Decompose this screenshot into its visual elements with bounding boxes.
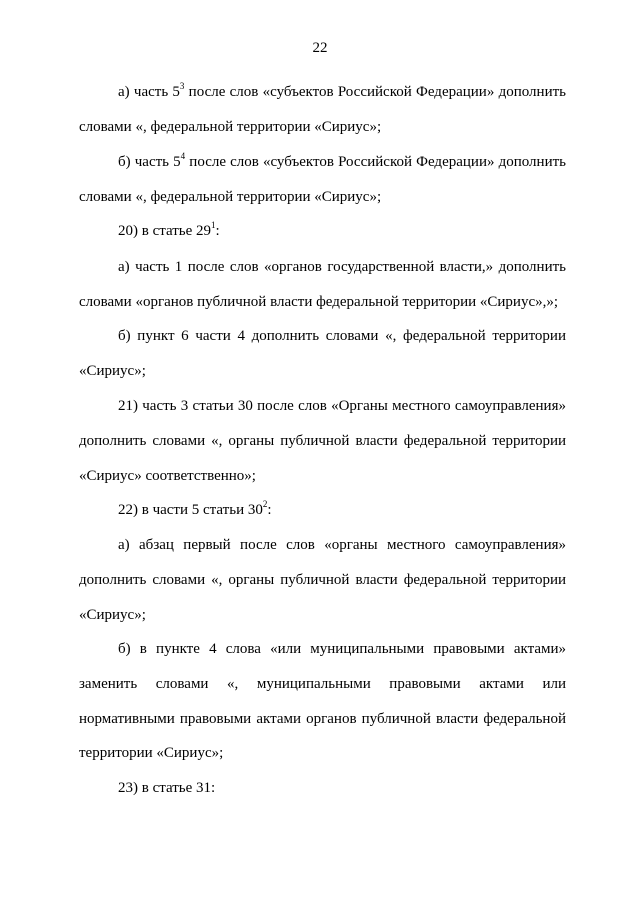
paragraph-item-b-part-5-4 <box>79 145 566 215</box>
paragraph-text: 22) в части 5 статьи 30 <box>118 502 263 518</box>
paragraph-item-22-a: а) абзац первый после слов «органы местного самоуправления» дополнить словами «, органы публичной власти федеральной территории «Сириус»; <box>79 537 566 623</box>
paragraph-text: б) часть 5 <box>118 154 181 170</box>
paragraph-text: а) часть 5 <box>118 84 180 100</box>
paragraph-text: : <box>215 223 220 239</box>
paragraph-text: после слов «субъектов Российской Федерации» дополнить словами «, федеральной территории «Сириус»; <box>79 154 566 205</box>
paragraph-item-22 <box>79 493 566 528</box>
paragraph-item-a-part-5-3 <box>79 75 566 145</box>
paragraph-text: 20) в статье 29 <box>118 223 212 239</box>
paragraph-item-20 <box>79 214 566 249</box>
paragraph-item-22-b: б) в пункте 4 слова «или муниципальными правовыми актами» заменить словами «, муниципальными правовыми актами или нормативными правовыми актами органов публичной власти федеральной территории «Сириус»; <box>79 641 566 762</box>
superscript: 1 <box>211 220 216 230</box>
superscript: 4 <box>180 151 186 161</box>
paragraph-item-20-b: б) пункт 6 части 4 дополнить словами «, федеральной территории «Сириус»; <box>79 328 566 379</box>
superscript: 3 <box>179 81 185 91</box>
paragraph-text: после слов «субъектов Российской Федерации» дополнить словами «, федеральной территории «Сириус»; <box>79 84 566 135</box>
page-number: 22 <box>312 40 328 56</box>
paragraph-text: : <box>267 502 272 518</box>
paragraph-item-21: 21) часть 3 статьи 30 после слов «Органы местного самоуправления» дополнить словами «, органы публичной власти федеральной территории «Сириус» соответственно»; <box>79 398 566 484</box>
superscript: 2 <box>262 499 268 509</box>
paragraph-item-20-a: а) часть 1 после слов «органов государственной власти,» дополнить словами «органов публичной власти федеральной территории «Сириус»,»; <box>79 259 566 310</box>
paragraph-item-23: 23) в статье 31: <box>118 780 216 796</box>
